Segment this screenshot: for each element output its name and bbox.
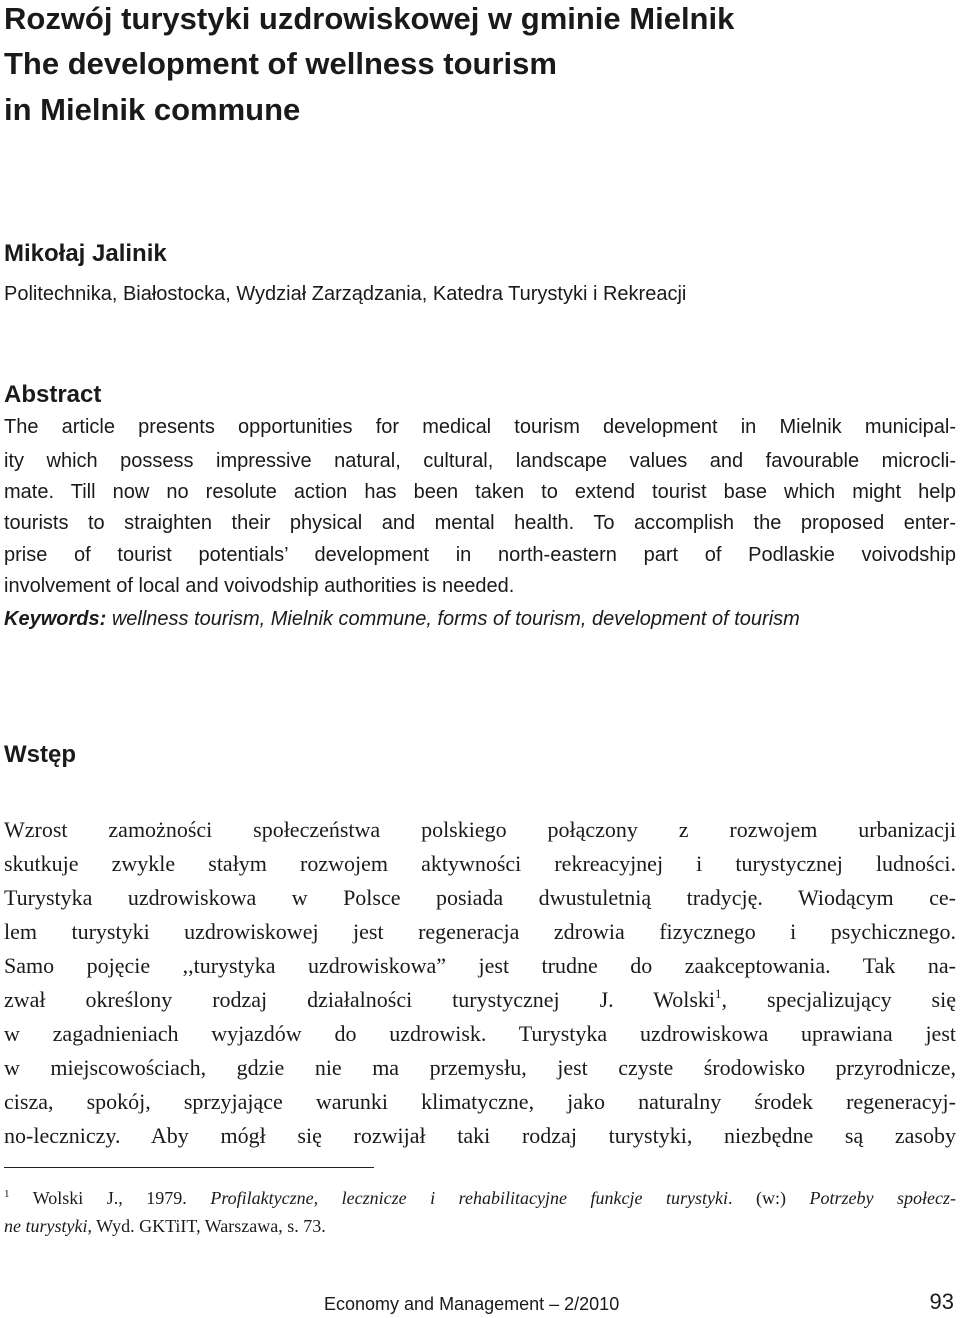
footnote-book-title: Profilaktyczne, lecznicze i rehabilitacyjne funkcje turystyki xyxy=(210,1188,728,1208)
footnote-book-title: ne turystyki xyxy=(4,1216,88,1236)
keywords-line xyxy=(4,604,800,634)
paragraph-text: zwał określony rodzaj działalności turystycznej J. Wolski xyxy=(4,987,716,1012)
paragraph-line: w miejscowościach, gdzie nie ma przemysłu, jest czyste środowisko przyrodnicze, xyxy=(4,1055,956,1080)
title-polish: Rozwój turystyki uzdrowiskowej w gminie Mielnik xyxy=(4,1,735,36)
section-heading-intro: Wstęp xyxy=(4,741,76,768)
footnote-book-title: Potrzeby społecz- xyxy=(809,1188,957,1208)
paragraph-line: no-leczniczy. Aby mógł się rozwijał taki rodzaj turystyki, niezbędne są zasoby xyxy=(4,1123,956,1148)
paragraph-line: w zagadnieniach wyjazdów do uzdrowisk. Turystyka uzdrowiskowa uprawiana jest xyxy=(4,1021,956,1046)
footnote-line xyxy=(4,1212,956,1240)
page-number: 93 xyxy=(929,1289,954,1314)
paragraph-line: skutkuje zwykle stałym rozwojem aktywności rekreacyjnej i turystycznej ludności. xyxy=(4,851,956,876)
abstract-line: mate. Till now no resolute action has been taken to extend tourist base which might help xyxy=(4,481,956,503)
title-english-line-2: in Mielnik commune xyxy=(4,92,301,127)
abstract-line: prise of tourist potentials’ development in north-eastern part of Podlaskie voivodship xyxy=(4,544,956,566)
paragraph-line: lem turystyki uzdrowiskowej jest regeneracja zdrowia fizycznego i psychicznego. xyxy=(4,919,956,944)
journal-footer: Economy and Management – 2/2010 xyxy=(324,1294,620,1314)
abstract-line: involvement of local and voivodship authorities is needed. xyxy=(4,575,515,597)
footnote-line xyxy=(4,1184,956,1212)
author-name: Mikołaj Jalinik xyxy=(4,240,167,267)
footnote-divider xyxy=(4,1167,374,1168)
paragraph-line: Turystyka uzdrowiskowa w Polsce posiada dwustuletnią tradycję. Wiodącym ce- xyxy=(4,885,956,910)
paragraph-text: , specjalizujący się xyxy=(721,987,956,1012)
footnote-marker: 1 xyxy=(4,1188,10,1200)
abstract-heading: Abstract xyxy=(4,381,102,408)
title-english-line-1: The development of wellness tourism xyxy=(4,46,557,81)
keywords-label: Keywords: xyxy=(4,608,107,630)
abstract-line: The article presents opportunities for medical tourism development in Mielnik municipal- xyxy=(4,416,956,438)
paragraph-line: Wzrost zamożności społeczeństwa polskiego połączony z rozwojem urbanizacji xyxy=(4,817,956,842)
footnote-text: . (w:) xyxy=(727,1188,810,1208)
abstract-line: tourists to straighten their physical and mental health. To accomplish the proposed enter- xyxy=(4,512,956,534)
paragraph-line: Samo pojęcie ,,turystyka uzdrowiskowa” jest trudne do zaakceptowania. Tak na- xyxy=(4,953,956,978)
footnote-ref[interactable]: 1 xyxy=(715,986,722,1001)
footnote-text: Wolski J., 1979. xyxy=(9,1188,211,1208)
paragraph-line xyxy=(4,983,956,1017)
paragraph-line: cisza, spokój, sprzyjające warunki klimatyczne, jako naturalny środek regeneracyj- xyxy=(4,1089,956,1114)
keywords-text: wellness tourism, Mielnik commune, forms of tourism, development of tourism xyxy=(111,608,800,630)
author-affiliation: Politechnika, Białostocka, Wydział Zarządzania, Katedra Turystyki i Rekreacji xyxy=(4,283,687,305)
abstract-line: ity which possess impressive natural, cultural, landscape values and favourable microcli- xyxy=(4,450,956,472)
footnote-text: , Wyd. GKTiIT, Warszawa, s. 73. xyxy=(87,1216,326,1236)
